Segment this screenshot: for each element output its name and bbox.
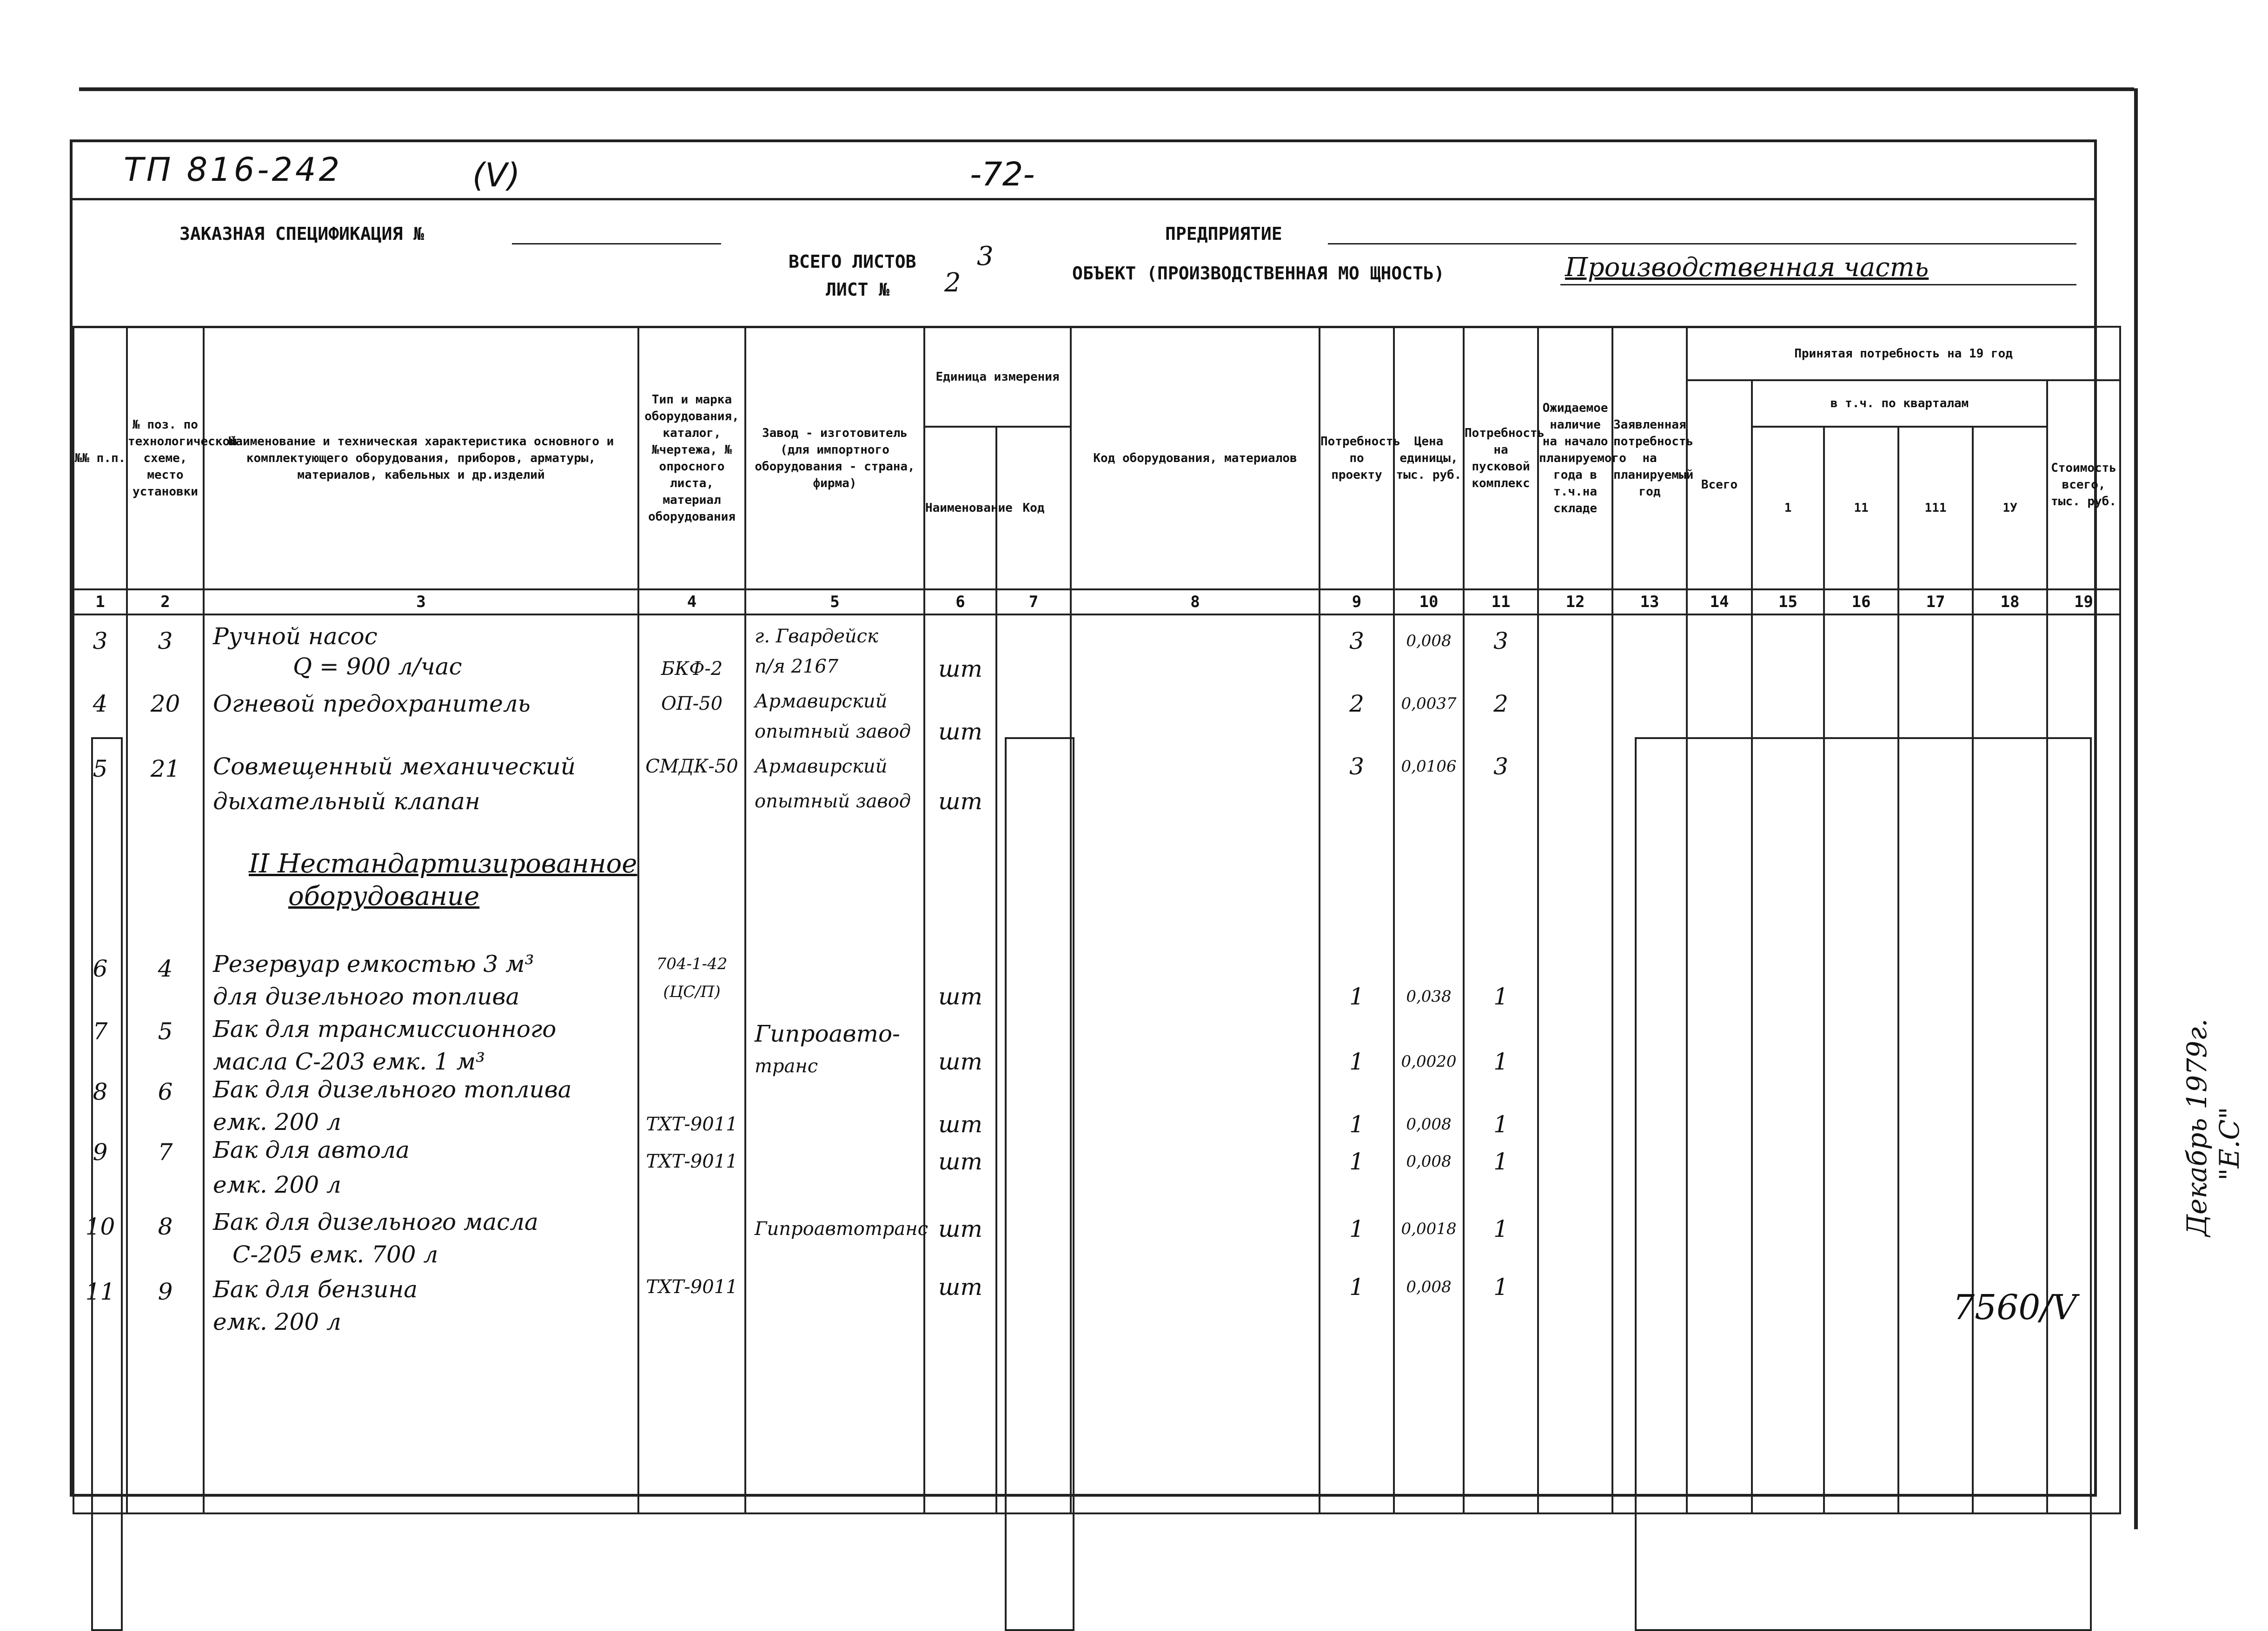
col-header-accepted-group: Принятая потребность на 19 год <box>1687 327 2120 380</box>
side-note-date: Декабрь 1979г. <box>2181 1018 2213 1236</box>
col-num: 14 <box>1687 589 1752 614</box>
position-number: 4 <box>158 955 173 982</box>
col-header-10: Цена единицы, тыс. руб. <box>1394 327 1464 589</box>
item-name: Бак для дизельного топлива <box>213 1076 572 1103</box>
col-header-13: Заявленная потребность на планируемый год <box>1612 327 1687 589</box>
row-number: 4 <box>93 690 108 717</box>
item-name: Огневой предохранитель <box>213 690 531 717</box>
object-value: Производственная часть <box>1565 252 1929 283</box>
col-num: 6 <box>924 589 996 614</box>
item-unit: шт <box>938 983 982 1010</box>
enterprise-label: ПРЕДПРИЯТИЕ <box>1165 224 1282 244</box>
item-price: 0,008 <box>1406 1152 1452 1171</box>
item-type: 704-1-42 <box>656 955 728 973</box>
col-equipment-code <box>1071 614 1320 1513</box>
item-name: Резервуар емкостью 3 м³ <box>213 951 534 977</box>
col-num: 9 <box>1320 589 1394 614</box>
item-type: ОП-50 <box>661 693 723 714</box>
position-number: 7 <box>158 1139 173 1166</box>
archive-stamp: 7560/V <box>1953 1288 2077 1327</box>
position-number: 3 <box>158 627 173 654</box>
col-names <box>204 614 638 1513</box>
item-name: Бак для дизельного масла <box>213 1208 538 1235</box>
item-quantity: 1 <box>1349 1215 1364 1242</box>
section-heading: оборудование <box>288 881 480 911</box>
item-launch-qty: 1 <box>1493 983 1508 1010</box>
object-line <box>1560 284 2076 285</box>
item-unit: шт <box>938 1148 982 1175</box>
item-type: СМДК-50 <box>645 756 738 777</box>
item-maker: опытный завод <box>755 791 911 812</box>
item-price: 0,038 <box>1406 987 1452 1006</box>
col-num: 3 <box>204 589 638 614</box>
item-maker: опытный завод <box>755 721 911 742</box>
col-header-11: Потребность на пусковой комплекс <box>1464 327 1538 589</box>
col-header-4: Тип и марка оборудования, каталог, №чертежа, № опросного листа, материал оборудования <box>638 327 745 589</box>
item-name: Совмещенный механический <box>213 753 576 780</box>
row-number: 7 <box>93 1018 108 1045</box>
item-launch-qty: 1 <box>1493 1274 1508 1301</box>
col-header-unit-group: Единица измерения <box>924 327 1071 427</box>
row-number: 11 <box>85 1278 115 1305</box>
item-name: Бак для автола <box>213 1136 410 1163</box>
item-maker: г. Гвардейск <box>755 626 878 647</box>
col-num: 15 <box>1752 589 1824 614</box>
row-number: 6 <box>93 955 108 982</box>
col-num: 10 <box>1394 589 1464 614</box>
document-variant: (V) <box>472 156 520 194</box>
col-expected-stock <box>1538 614 1612 1513</box>
item-quantity: 3 <box>1349 753 1364 780</box>
item-unit: шт <box>938 1111 982 1138</box>
position-number: 8 <box>158 1213 173 1240</box>
col-header-2: № поз. по технологической схеме, место установки <box>127 327 204 589</box>
item-price: 0,0037 <box>1401 694 1457 713</box>
item-quantity: 3 <box>1349 627 1364 654</box>
col-header-18: 1У <box>1973 427 2047 589</box>
col-num: 8 <box>1071 589 1320 614</box>
item-unit: шт <box>938 718 982 745</box>
col-num: 17 <box>1898 589 1973 614</box>
col-num: 5 <box>745 589 924 614</box>
item-price: 0,008 <box>1406 1278 1452 1296</box>
right-inner-frame <box>1635 737 2092 1631</box>
total-sheets-label: ВСЕГО ЛИСТОВ <box>789 251 916 272</box>
column-number-row <box>73 589 2120 614</box>
item-launch-qty: 2 <box>1493 690 1508 717</box>
item-spec: масла С-203 емк. 1 м³ <box>213 1048 485 1075</box>
total-sheets-value: 3 <box>977 241 994 271</box>
left-inner-frame <box>91 737 123 1631</box>
item-quantity: 1 <box>1349 1111 1364 1138</box>
item-unit: шт <box>938 1215 982 1242</box>
top-rule <box>79 87 2134 91</box>
position-number: 20 <box>150 690 180 717</box>
item-spec: дыхательный клапан <box>213 788 480 815</box>
col-types <box>638 614 745 1513</box>
item-name: Ручной насос <box>213 623 378 650</box>
item-launch-qty: 1 <box>1493 1148 1508 1175</box>
item-spec: С-205 емк. 700 л <box>232 1241 438 1268</box>
row-number: 9 <box>93 1139 108 1166</box>
col-launch-complex <box>1464 614 1538 1513</box>
specification-sheet <box>70 139 2116 1497</box>
col-header-15: 1 <box>1752 427 1824 589</box>
item-type: ТХТ-9011 <box>646 1276 738 1298</box>
col-quantity <box>1320 614 1394 1513</box>
item-spec: емк. 200 л <box>213 1308 341 1335</box>
row-number: 5 <box>93 755 108 782</box>
item-unit: шт <box>938 788 982 815</box>
object-label: ОБЪЕКТ (ПРОИЗВОДСТВЕННАЯ МО ЩНОСТЬ) <box>1072 263 1445 284</box>
document-number: ТП 816-242 <box>124 151 343 189</box>
sheet-label: ЛИСТ № <box>826 279 890 300</box>
item-spec: для дизельного топлива <box>213 983 520 1010</box>
col-num: 18 <box>1973 589 2047 614</box>
col-makers <box>745 614 928 1513</box>
col-num: 11 <box>1464 589 1538 614</box>
col-header-12: Ожидаемое наличие на начало планируемого года в т.ч.на складе <box>1538 327 1612 589</box>
col-header-16: 11 <box>1824 427 1898 589</box>
item-launch-qty: 1 <box>1493 1048 1508 1075</box>
document-header <box>73 142 2094 200</box>
position-number: 5 <box>158 1018 173 1045</box>
item-type: БКФ-2 <box>661 658 723 680</box>
item-spec: емк. 200 л <box>213 1109 341 1136</box>
col-header-14: Всего <box>1687 380 1752 589</box>
col-header-8: Код оборудования, материалов <box>1071 327 1320 589</box>
sheet-value: 2 <box>944 268 961 298</box>
item-launch-qty: 1 <box>1493 1215 1508 1242</box>
item-maker: транс <box>755 1056 818 1077</box>
page-number: -72- <box>970 155 1035 193</box>
item-quantity: 1 <box>1349 1274 1364 1301</box>
item-quantity: 1 <box>1349 983 1364 1010</box>
item-price: 0,0106 <box>1401 757 1457 776</box>
col-header-19: Стоимость всего, тыс. руб. <box>2047 380 2120 589</box>
code-inner-frame <box>1005 737 1074 1631</box>
item-maker: Гипроавтотранс <box>755 1218 928 1240</box>
col-num: 4 <box>638 589 745 614</box>
col-header-5: Завод - изготовитель (для импортного оборудования - страна, фирма) <box>745 327 924 589</box>
item-price: 0,008 <box>1406 632 1452 650</box>
spec-label: ЗАКАЗНАЯ СПЕЦИФИКАЦИЯ № <box>179 224 424 244</box>
col-price <box>1394 614 1464 1513</box>
item-quantity: 2 <box>1349 690 1364 717</box>
item-quantity: 1 <box>1349 1148 1364 1175</box>
side-note <box>2181 1018 2246 1236</box>
col-header-3: Наименование и техническая характеристика основного и комплектующего оборудования, приборов, арматуры, материалов, кабельных и др.изделий <box>204 327 638 589</box>
col-num: 1 <box>73 589 127 614</box>
item-price: 0,008 <box>1406 1115 1452 1134</box>
col-header-9: Потребность по проекту <box>1320 327 1394 589</box>
side-note-initials: "Е.С" <box>2214 1107 2245 1181</box>
position-number: 21 <box>150 755 180 782</box>
item-type: ТХТ-9011 <box>646 1151 738 1172</box>
col-positions <box>127 614 204 1513</box>
col-num: 13 <box>1612 589 1687 614</box>
item-maker: Гипроавто- <box>755 1020 900 1047</box>
item-price: 0,0018 <box>1401 1220 1457 1238</box>
item-launch-qty: 3 <box>1493 753 1508 780</box>
item-quantity: 1 <box>1349 1048 1364 1075</box>
item-type-sub: (ЦС/П) <box>663 983 721 1001</box>
item-launch-qty: 1 <box>1493 1111 1508 1138</box>
item-spec: емк. 200 л <box>213 1171 341 1198</box>
col-header-6: Наименование <box>924 427 996 589</box>
item-unit: шт <box>938 1274 982 1301</box>
col-units <box>924 614 996 1513</box>
item-maker: Армавирский <box>755 691 888 712</box>
right-rule <box>2134 88 2138 1529</box>
spec-number-line <box>512 243 721 244</box>
item-unit: шт <box>938 655 982 682</box>
item-unit: шт <box>938 1048 982 1075</box>
col-num: 2 <box>127 589 204 614</box>
item-spec: Q = 900 л/час <box>293 653 462 680</box>
row-number: 8 <box>93 1078 108 1105</box>
item-maker: Армавирский <box>755 756 888 777</box>
position-number: 6 <box>158 1078 173 1105</box>
col-num: 16 <box>1824 589 1898 614</box>
col-num: 12 <box>1538 589 1612 614</box>
item-name: Бак для трансмиссионного <box>213 1016 557 1043</box>
item-name: Бак для бензина <box>213 1276 418 1303</box>
col-num: 19 <box>2047 589 2120 614</box>
col-header-1: №№ п.п. <box>73 327 127 589</box>
row-number: 3 <box>93 627 108 654</box>
item-price: 0,0020 <box>1401 1052 1457 1071</box>
col-num: 7 <box>996 589 1071 614</box>
col-header-quarters-group: в т.ч. по кварталам <box>1752 380 2047 427</box>
col-header-17: 111 <box>1898 427 1973 589</box>
item-maker: п/я 2167 <box>755 656 839 677</box>
position-number: 9 <box>158 1278 173 1305</box>
enterprise-line <box>1328 243 2076 244</box>
col-header-7: Код <box>996 427 1071 589</box>
title-block <box>73 200 2094 328</box>
item-type: ТХТ-9011 <box>646 1114 738 1135</box>
row-number: 10 <box>85 1213 115 1240</box>
section-heading: II Нестандартизированное <box>249 849 637 879</box>
item-launch-qty: 3 <box>1493 627 1508 654</box>
